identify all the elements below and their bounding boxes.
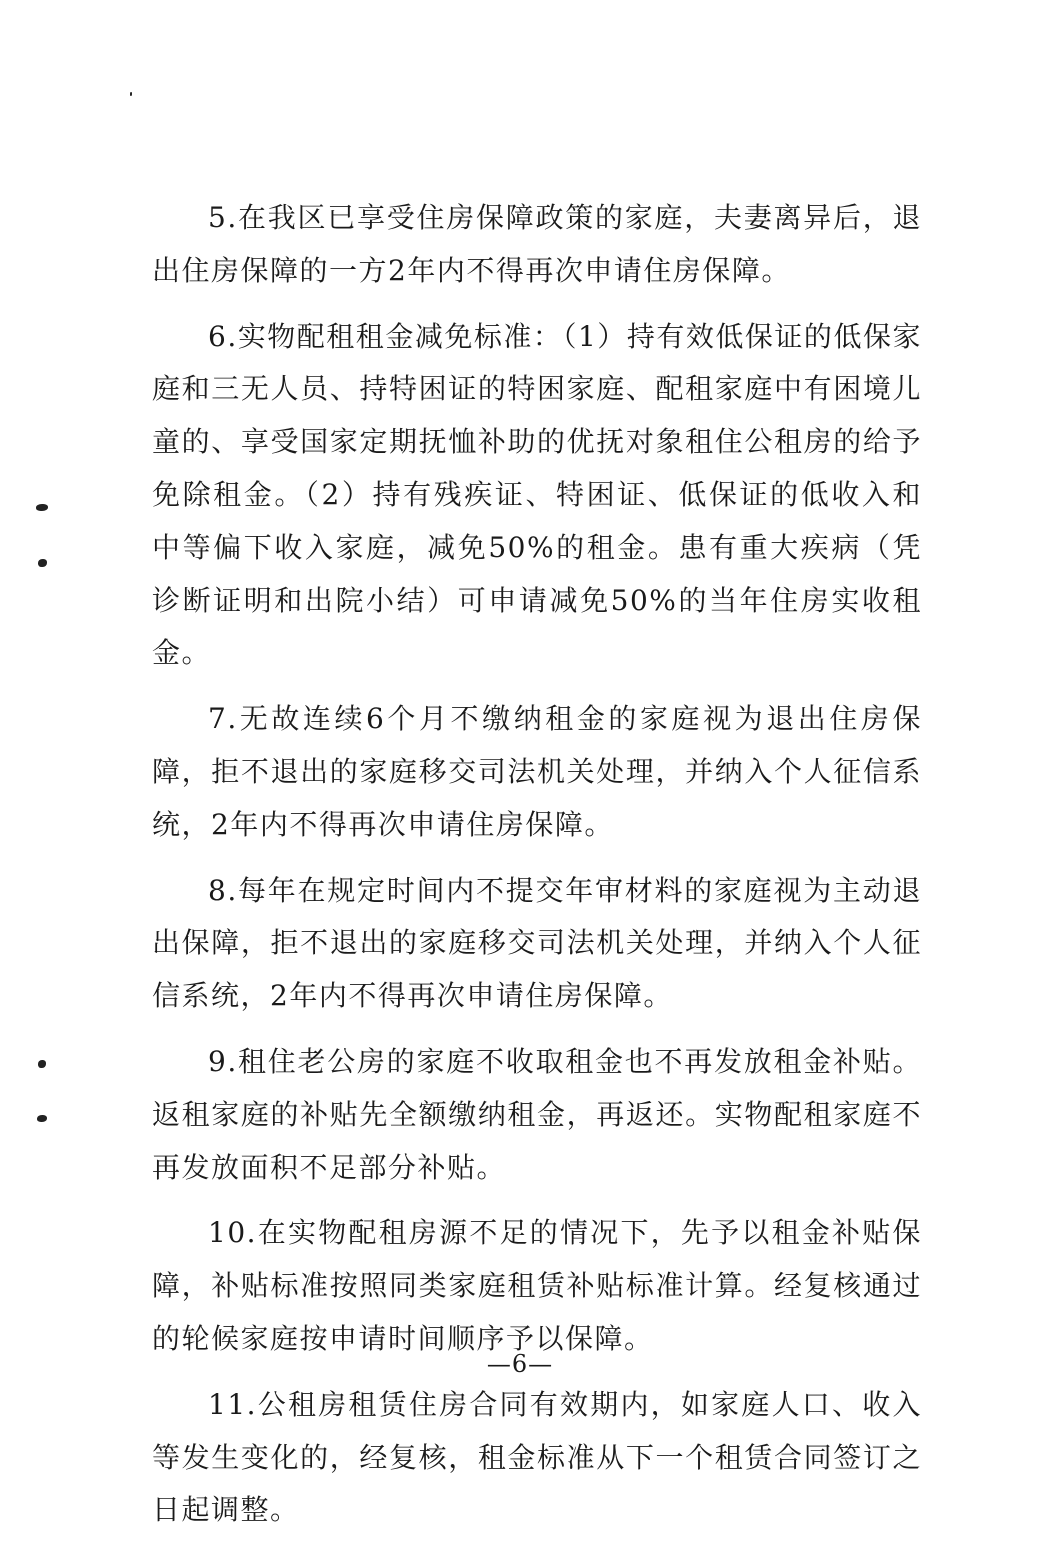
paragraph-5: 5.在我区已享受住房保障政策的家庭，夫妻离异后，退出住房保障的一方2年内不得再次申请住房保障。 [152, 201, 922, 287]
document-body [152, 192, 922, 1550]
binding-hole-mark [38, 559, 47, 567]
page-number: —6— [486, 1350, 554, 1378]
scan-speck [130, 92, 132, 96]
paragraph-8: 8.每年在规定时间内不提交年审材料的家庭视为主动退出保障，拒不退出的家庭移交司法机关处理，并纳入个人征信系统，2年内不得再次申请住房保障。 [152, 873, 922, 1013]
binding-hole-mark [36, 504, 48, 511]
paragraph-11: 11.公租房租赁住房合同有效期内，如家庭人口、收入等发生变化的，经复核，租金标准从下一个租赁合同签订之日起调整。 [152, 1387, 922, 1527]
paragraph-10: 10.在实物配租房源不足的情况下，先予以租金补贴保障，补贴标准按照同类家庭租赁补贴标准计算。经复核通过的轮候家庭按申请时间顺序予以保障。 [152, 1216, 922, 1355]
paragraph-9: 9.租住老公房的家庭不收取租金也不再发放租金补贴。返租家庭的补贴先全额缴纳租金，再返还。实物配租家庭不再发放面积不足部分补贴。 [152, 1044, 922, 1184]
paragraph-7: 7.无故连续6个月不缴纳租金的家庭视为退出住房保障，拒不退出的家庭移交司法机关处理，并纳入个人征信系统，2年内不得再次申请住房保障。 [152, 702, 922, 841]
binding-hole-mark [38, 1060, 46, 1068]
paragraph-6: 6.实物配租租金减免标准：（1）持有效低保证的低保家庭和三无人员、持特困证的特困家庭、配租家庭中有困境儿童的、享受国家定期抚恤补助的优抚对象租住公租房的给予免除租金。（2）持有残疾证、特困证、低保证的低收入和中等偏下收入家庭，减免50%的租金。患有重大疾病（凭诊断证明和出院小结）可申请减免50%的当年住房实收租金。 [152, 319, 922, 670]
binding-hole-mark [37, 1115, 47, 1122]
